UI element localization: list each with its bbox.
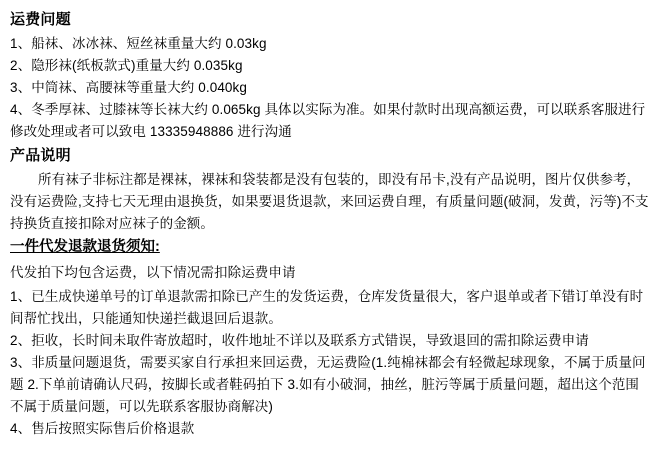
- shipping-line-1: 1、船袜、冰冰袜、短丝袜重量大约 0.03kg: [10, 36, 267, 52]
- dropship-refund-intro: 代发拍下均包含运费，以下情况需扣除运费申请: [10, 264, 296, 280]
- section-product-description: [10, 144, 650, 235]
- section-title-product-description: 产品说明: [10, 146, 71, 164]
- dropship-refund-item-2: 2、拒收，长时间未取件寄放超时，收件地址不详以及联系方式错误，导致退回的需扣除运费申请: [10, 333, 589, 349]
- section-shipping: [10, 8, 650, 143]
- section-dropship-refund: [10, 236, 650, 439]
- product-description-paragraph: 所有袜子非标注都是裸袜，裸袜和袋装都是没有包装的，即没有吊卡,没有产品说明，图片仅供参考，没有运费险,支持七天无理由退换货，如果要退货退款，来回运费自理，有质量问题(破洞，发黄，污等)不支持换货直接扣除对应袜子的金额。: [10, 171, 649, 231]
- section-title-dropship-refund: 一件代发退款退货须知:: [10, 239, 160, 256]
- dropship-refund-item-4: 4、售后按照实际售后价格退款: [10, 420, 195, 436]
- dropship-refund-item-1: 1、已生成快递单号的订单退款需扣除已产生的发货运费，仓库发货量很大，客户退单或者下错订单没有时间帮忙找出，只能通知快递拦截退回后退款。: [10, 289, 644, 327]
- shipping-line-4: 4、冬季厚袜、过膝袜等长袜大约 0.065kg 具体以实际为准。如果付款时出现高额运费，可以联系客服进行修改处理或者可以致电 13335948886 进行沟通: [10, 101, 646, 139]
- shipping-line-3: 3、中筒袜、高腰袜等重量大约 0.040kg: [10, 79, 247, 95]
- shipping-line-2: 2、隐形袜(纸板款式)重量大约 0.035kg: [10, 58, 243, 74]
- dropship-refund-item-3: 3、非质量问题退货，需要买家自行承担来回运费，无运费险(1.纯棉袜都会有轻微起球现象，不属于质量问题 2.下单前请确认尺码，按脚长或者鞋码拍下 3.如有小破洞，抽丝，脏污等属于质量问题，超出这个范围不属于质量问题，可以先联系客服协商解决): [10, 355, 646, 414]
- section-title-shipping: 运费问题: [10, 11, 71, 28]
